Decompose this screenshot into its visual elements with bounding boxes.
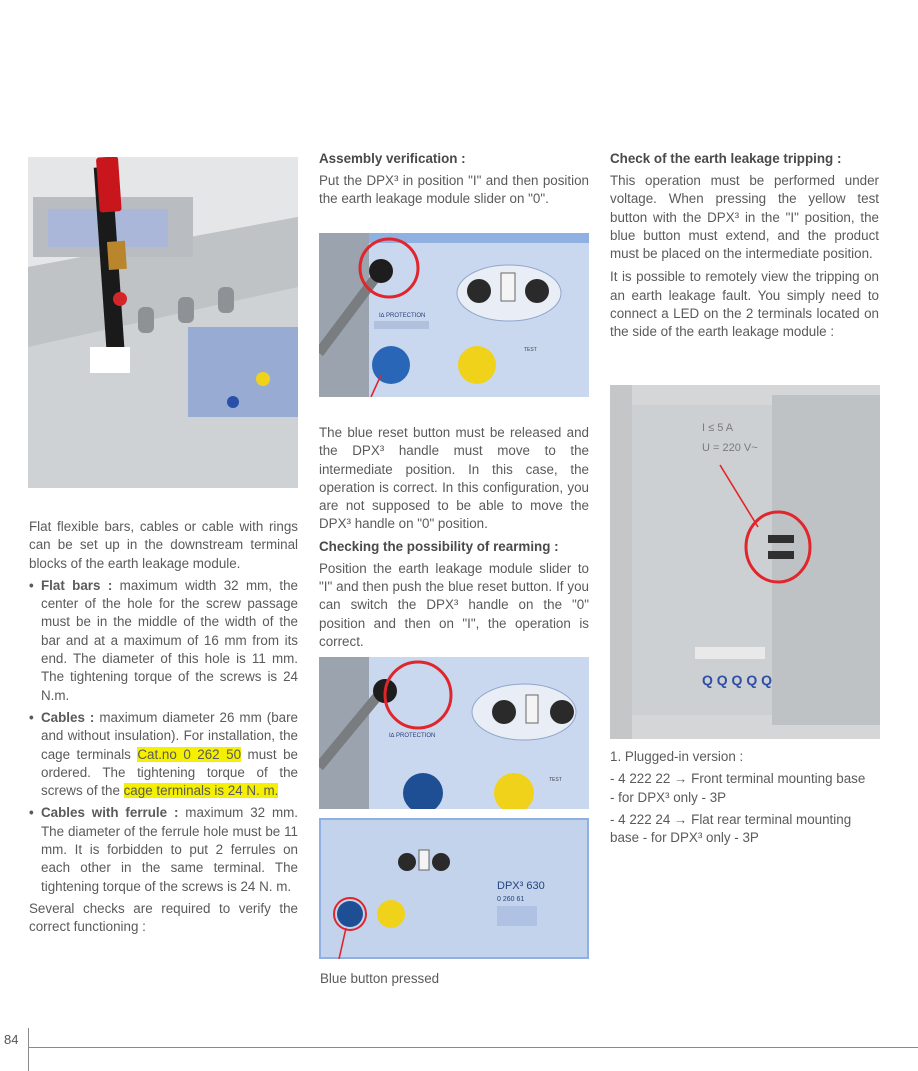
bullet-title: Cables with ferrule : — [41, 805, 179, 821]
test-label: TEST — [524, 347, 537, 353]
blue-button-pressed-photo — [319, 818, 589, 959]
bullet-text: maximum 32 mm. The diameter of the ferrule hole must be 11 mm. It is forbidden to put 2 ferrules on each other in the same terminal. The tightening torque of the screws is 24 N. m. — [41, 805, 298, 894]
voltage-label: U = 220 V~ — [702, 442, 758, 454]
highlight-cage-torque: cage terminals is 24 N. m. — [123, 783, 279, 799]
bullet-text: must be ordered. The tightening torque of the screws of the — [41, 746, 298, 799]
bullet-flat-bars — [29, 577, 298, 705]
footer-tick — [28, 1028, 29, 1071]
intro-paragraph: Flat flexible bars, cables or cable with rings can be set up in the downstream terminal blocks of the earth leakage module. — [29, 519, 298, 571]
heading-assembly-verification: Assembly verification : — [319, 151, 466, 166]
bullet-cables — [29, 709, 298, 800]
bullet-text: maximum width 32 mm, the center of the hole for the screw passage must be in the middle of the width of the bar and at a maximum of 16 mm from its end. The diameter of this hole is 11 mm. The tightening torque of the screws is 24 N.m. — [41, 577, 298, 703]
heading-rearming: Checking the possibility of rearming : — [319, 538, 559, 554]
terminal-bullet-list — [29, 577, 298, 896]
outro-paragraph: Several checks are required to verify the correct functioning : — [29, 900, 298, 935]
assembly-paragraph: Put the DPX³ in position "I" and then position the earth leakage module slider on "0". — [319, 173, 589, 207]
plugged-in-title: 1. Plugged-in version : — [610, 749, 744, 764]
bullet-title: Cables : — [41, 709, 95, 725]
reset-paragraph: The blue reset button must be released and the DPX³ handle must move to the intermediate position. In this case, the operation is correct. In this configuration, you are not supposed to be able to move the DPX³ handle on "0" position. — [319, 425, 589, 532]
svg-text:Q Q Q Q Q: Q Q Q Q Q — [702, 672, 773, 688]
column-left — [29, 518, 298, 937]
led-terminals-photo — [610, 385, 880, 739]
protection-label: I∆ PROTECTION — [389, 733, 436, 739]
highlight-catno: Cat.no 0 262 50 — [137, 746, 242, 762]
slider-reset-photo-2 — [319, 657, 589, 809]
page-number: 84 — [4, 1032, 19, 1047]
column-middle-top — [319, 150, 589, 209]
column-right-top — [610, 150, 879, 342]
dpx-cat-label: 0 260 61 — [497, 896, 525, 903]
column-middle-mid — [319, 424, 589, 651]
heading-earth-leakage-tripping: Check of the earth leakage tripping : — [610, 151, 842, 166]
tripping-paragraph-1: This operation must be performed under voltage. When pressing the yellow test button with the DPX³ in the "I" position, the blue button must extend, and the product must be placed on the intermediate position. — [610, 173, 879, 262]
dpx-model-label: DPX³ 630 — [497, 880, 545, 892]
protection-label: I∆ PROTECTION — [379, 313, 426, 319]
catalog-item-2: - 4 222 24 → Flat rear terminal mounting base - for DPX³ only - 3P — [610, 811, 852, 846]
column-right-bottom — [610, 748, 872, 847]
blue-button-caption: Blue button pressed — [320, 971, 440, 986]
slider-reset-photo-1 — [319, 233, 589, 397]
current-label: I ≤ 5 A — [702, 422, 734, 434]
bullet-text: maximum diameter 26 mm (bare and without insulation). For installation, the cage terminals — [41, 709, 299, 762]
tripping-paragraph-2: It is possible to remotely view the tripping on an earth leakage fault. You simply need to connect a LED on the 2 terminals located on the side of the earth leakage module : — [610, 269, 879, 340]
rearming-paragraph: Position the earth leakage module slider to "I" and then push the blue reset button. If you can switch the DPX³ handle on the "0" position and then on "I", the operation is correct. — [319, 560, 589, 649]
catalog-item-1: - 4 222 22 → Front terminal mounting base - for DPX³ only - 3P — [610, 771, 866, 805]
bullet-ferrule — [29, 804, 298, 895]
test-label: TEST — [549, 777, 562, 783]
breaker-screwdriver-photo — [28, 157, 298, 488]
bullet-title: Flat bars : — [41, 577, 113, 593]
footer-rule — [28, 1047, 918, 1048]
